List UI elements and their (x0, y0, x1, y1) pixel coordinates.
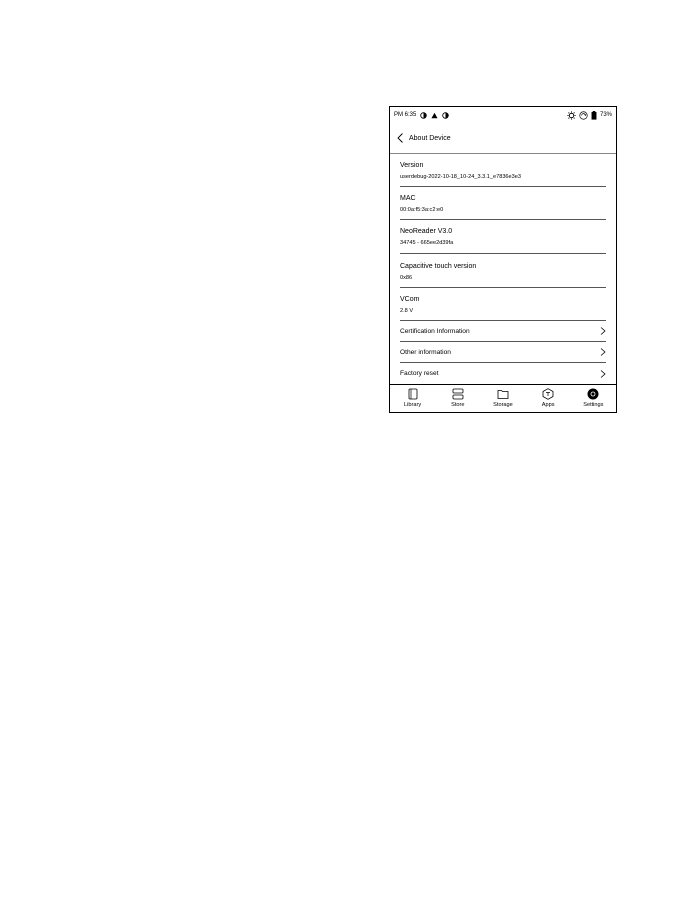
battery-icon (591, 111, 597, 120)
certification-information-row[interactable] (400, 321, 606, 342)
tab-apps[interactable] (526, 385, 570, 408)
sync-icon[interactable] (579, 111, 588, 120)
clock: PM 6:35 (394, 112, 417, 118)
info-row-touch-version (400, 254, 606, 288)
warning-icon (431, 112, 438, 119)
chevron-right-icon (600, 370, 606, 378)
tab-store[interactable] (436, 385, 480, 408)
info-row-title: Capacitive touch version (400, 263, 477, 270)
info-row-value: 00:0a:f5:3a:c2:e0 (400, 207, 444, 213)
nav-row-label: Other information (400, 348, 451, 356)
store-icon (452, 388, 464, 400)
tab-storage[interactable] (481, 385, 525, 408)
book-icon (407, 388, 419, 400)
tab-label: Apps (541, 402, 555, 408)
tab-settings[interactable] (571, 385, 615, 408)
contrast-icon (420, 112, 427, 119)
tab-label: Settings (583, 402, 604, 408)
page-title: About Device (409, 134, 451, 142)
back-arrow-icon[interactable] (396, 133, 405, 143)
info-row-mac (400, 187, 606, 220)
info-row-title: VCom (400, 296, 420, 303)
battery-percent: 73% (599, 112, 612, 118)
info-row-value: 0x86 (400, 275, 413, 281)
info-row-neoreader (400, 220, 606, 254)
status-bar (390, 107, 616, 123)
factory-reset-row[interactable] (400, 363, 606, 384)
tab-label: Storage (493, 402, 513, 408)
apps-icon (542, 388, 554, 400)
info-row-value: 34745 - 665ee2d39fa (400, 240, 454, 246)
settings-list (390, 154, 616, 384)
settings-icon (587, 388, 599, 400)
info-row-version (400, 154, 606, 187)
sun-icon[interactable] (567, 111, 576, 120)
info-row-title: Version (400, 162, 424, 169)
nav-row-label: Factory reset (400, 370, 439, 377)
nav-row-label: Certification Information (400, 327, 470, 335)
other-information-row[interactable] (400, 342, 606, 363)
device-screen (389, 106, 617, 413)
folder-icon (497, 388, 509, 400)
contrast-icon (442, 112, 449, 119)
chevron-right-icon (600, 327, 606, 335)
info-row-title: MAC (400, 195, 416, 202)
bottom-tab-bar (390, 384, 616, 412)
info-row-vcom (400, 288, 606, 321)
tab-library[interactable] (391, 385, 435, 408)
chevron-right-icon (600, 348, 606, 356)
page-header (390, 123, 616, 154)
tab-label: Library (404, 402, 422, 408)
info-row-value: userdebug-2022-10-18_10-24_3.3.1_e7836e3e3 (400, 174, 521, 180)
info-row-value: 2.8 V (400, 308, 414, 314)
info-row-title: NeoReader V3.0 (400, 228, 453, 235)
tab-label: Store (451, 402, 465, 408)
